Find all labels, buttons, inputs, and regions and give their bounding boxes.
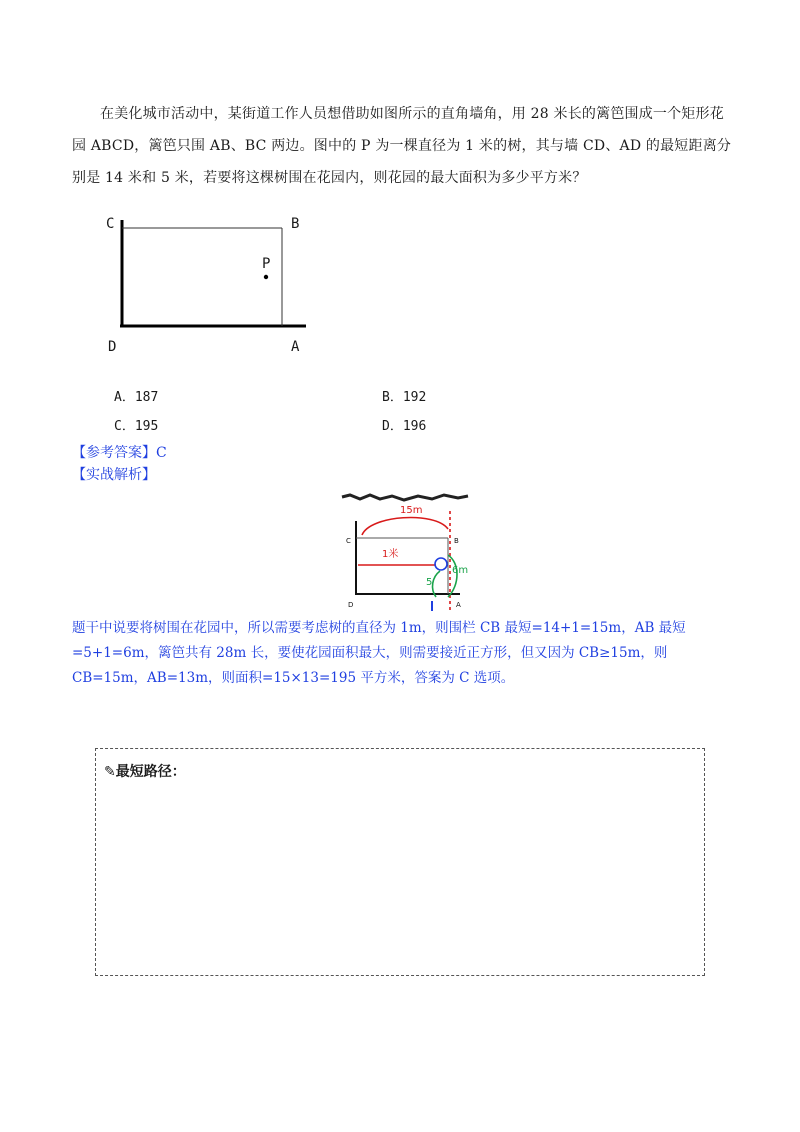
option-a-letter: A． xyxy=(114,390,135,405)
question-figure xyxy=(98,208,328,358)
option-c-value: 195 xyxy=(134,419,159,434)
sketch-label-1m: 1米 xyxy=(382,549,399,560)
option-b[interactable] xyxy=(382,386,426,405)
label-b: B xyxy=(291,216,300,232)
sketch-label-5: 5 xyxy=(426,577,433,588)
sketch-label-15m: 15m xyxy=(400,505,423,516)
option-a-value: 187 xyxy=(134,390,159,405)
reference-answer xyxy=(72,442,167,462)
sketch-label-6m: 6m xyxy=(452,565,469,576)
sketch-label-c: C xyxy=(346,537,351,545)
shortest-path-box xyxy=(95,748,705,976)
option-c-letter: C． xyxy=(114,419,135,434)
solution-text: 题干中说要将树围在花园中，所以需要考虑树的直径为 1m，则围栏 CB 最短=14+1=15m，AB 最短=5+1=6m，篱笆共有 28m 长，要使花园面积最大，则需要接近正方形，但又因为 CB≥15m，则 CB=15m，AB=13m，则面积=15×13=195 平方米，答案为 C 选项。 xyxy=(72,620,686,686)
option-b-letter: B． xyxy=(382,390,403,405)
option-b-value: 192 xyxy=(402,390,427,405)
sketch-tree-circle xyxy=(435,558,447,570)
reference-answer-value: C xyxy=(156,445,167,461)
sketch-label-a: A xyxy=(456,601,461,609)
option-c[interactable] xyxy=(114,415,158,434)
tree-point xyxy=(264,275,268,279)
sketch-label-d: D xyxy=(348,601,354,609)
option-d[interactable] xyxy=(382,415,426,434)
solution-sketch xyxy=(340,493,470,615)
cropped-handwriting xyxy=(342,495,468,500)
option-a[interactable] xyxy=(114,386,158,405)
option-d-letter: D． xyxy=(382,419,403,434)
label-d: D xyxy=(108,339,117,355)
question-text: 在美化城市活动中，某街道工作人员想借助如图所示的直角墙角，用 28 米长的篱笆围成一个矩形花园 ABCD，篱笆只围 AB、BC 两边。图中的 P 为一棵直径为 1 米的树，其与墙 CD、AD 的最短距离分别是 14 米和 5 米，若要将这棵树围在花园内，则花园的最大面积为多少平方米？ xyxy=(72,106,732,186)
analysis-heading: 【实战解析】 xyxy=(72,467,156,483)
option-d-value: 196 xyxy=(402,419,427,434)
reference-answer-label: 【参考答案】 xyxy=(72,445,156,461)
sketch-label-b: B xyxy=(454,537,459,545)
label-a: A xyxy=(291,339,300,355)
shortest-path-title: ✎最短路径： xyxy=(104,764,186,780)
label-c: C xyxy=(106,216,115,232)
sketch-arc-15m xyxy=(362,518,448,535)
solution-sketch-drawing xyxy=(340,493,470,611)
label-p: P xyxy=(262,256,271,272)
